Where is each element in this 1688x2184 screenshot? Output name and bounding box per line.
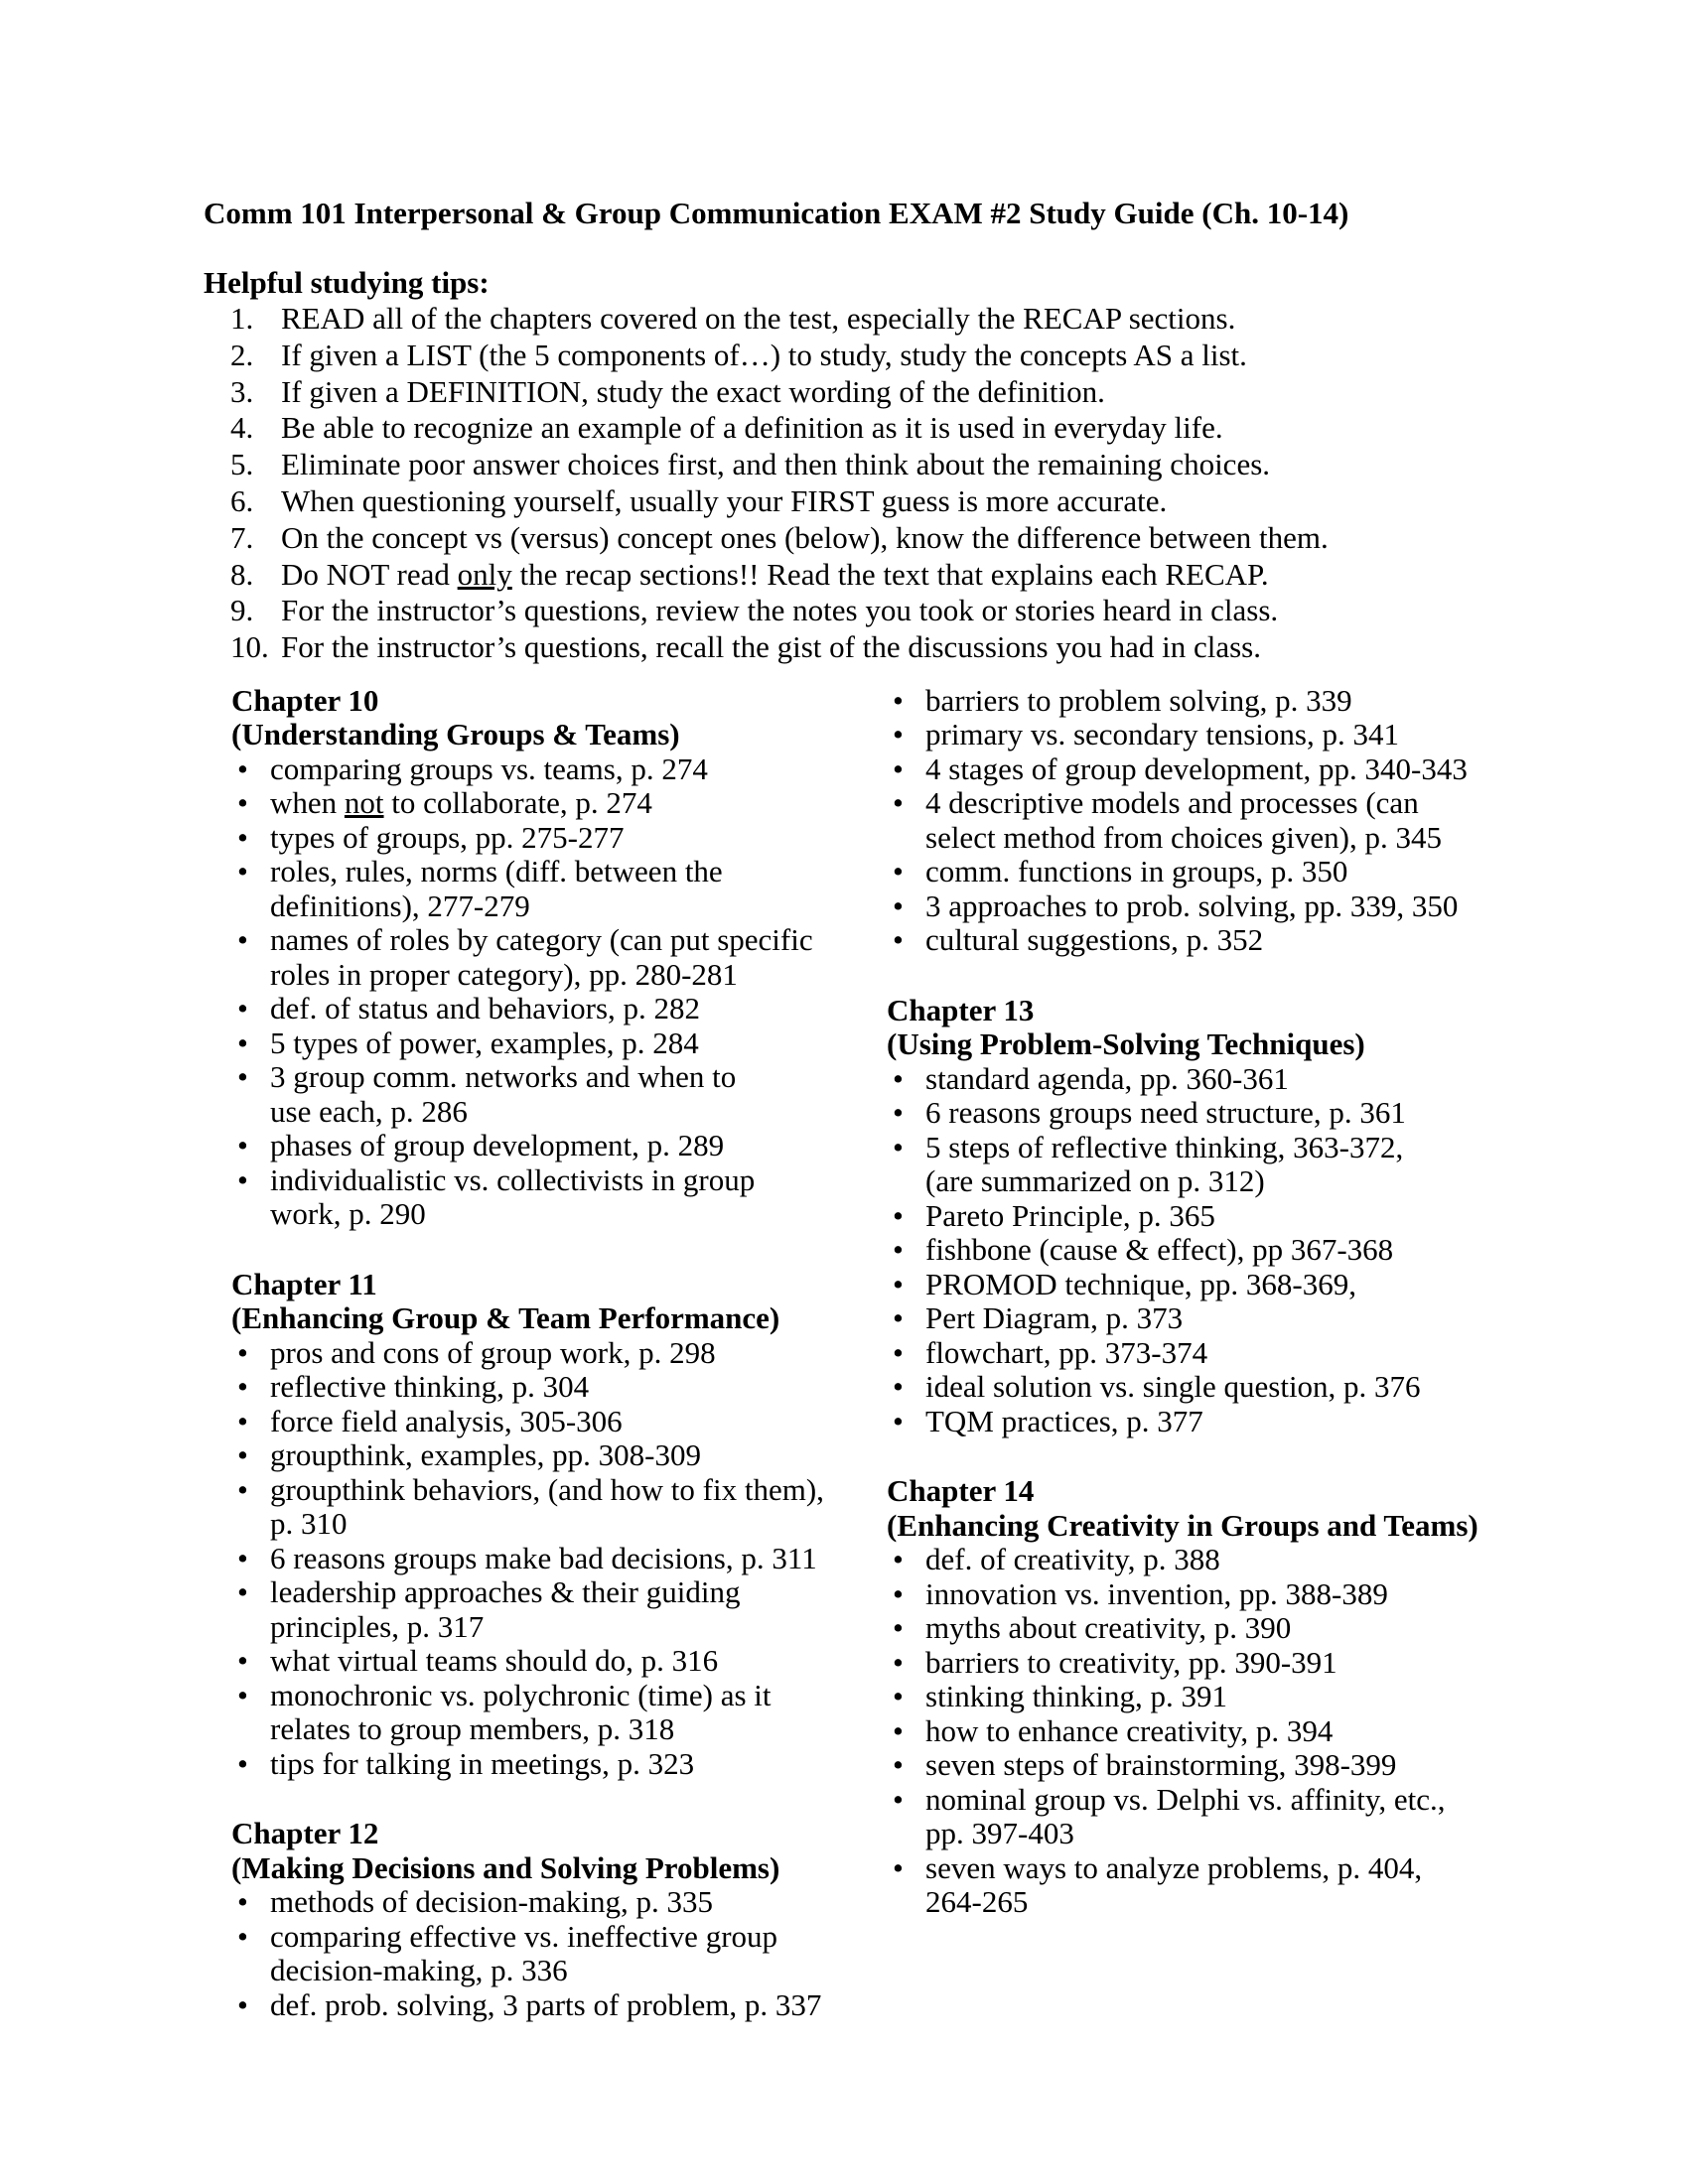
- bullet-text-pre: comm. functions in groups, p. 350: [925, 854, 1348, 889]
- bullet-icon: •: [237, 785, 248, 821]
- bullet-text-pre: types of groups, pp. 275-277: [270, 819, 625, 855]
- tip-item: [230, 447, 1569, 483]
- bullet-text: [270, 1542, 817, 1576]
- bullet-item: [231, 923, 847, 992]
- chapter-12-continued-list: [887, 684, 1502, 958]
- chapter-13-section: [887, 994, 1502, 1439]
- chapter-14-subtitle: (Enhancing Creativity in Groups and Teams): [887, 1507, 1478, 1543]
- bullet-item: [887, 1748, 1502, 1783]
- chapter-11-heading: Chapter 11: [231, 1266, 377, 1301]
- bullet-item: [887, 1096, 1502, 1131]
- chapter-10-list: [231, 752, 847, 1232]
- bullet-text: [270, 786, 652, 821]
- chapter-14-heading: Chapter 14: [887, 1473, 1035, 1509]
- bullet-text-pre: 6 reasons groups make bad decisions, p. 311: [270, 1540, 817, 1575]
- tip-item: [230, 520, 1569, 557]
- bullet-icon: •: [893, 1644, 904, 1680]
- chapter-14-list: [887, 1543, 1502, 1920]
- tip-text: [281, 374, 1105, 411]
- bullet-icon: •: [893, 1679, 904, 1714]
- bullet-text: [925, 1405, 1203, 1439]
- bullet-text: [270, 1336, 716, 1371]
- bullet-item: [887, 718, 1502, 752]
- bullet-item: [887, 1062, 1502, 1097]
- bullet-text-pre: def. of creativity, p. 388: [925, 1542, 1220, 1577]
- chapter-11-subtitle: (Enhancing Group & Team Performance): [231, 1300, 780, 1336]
- bullet-item: [231, 1920, 847, 1988]
- bullet-text-pre: def. prob. solving, 3 parts of problem, p. 337: [270, 1986, 822, 2022]
- bullet-text: [270, 1473, 824, 1542]
- bullet-icon: •: [893, 887, 904, 923]
- bullet-text-line2: (are summarized on p. 312): [925, 1163, 1265, 1199]
- bullet-item: [887, 1405, 1502, 1439]
- tip-item: [230, 410, 1569, 447]
- bullet-icon: •: [893, 1610, 904, 1646]
- tip-number: 4.: [230, 410, 254, 446]
- bullet-text-line2: relates to group members, p. 318: [270, 1711, 675, 1747]
- bullet-text: [925, 1370, 1421, 1405]
- bullet-text: [925, 1301, 1183, 1336]
- bullet-text-pre: 6 reasons groups need structure, p. 361: [925, 1095, 1406, 1131]
- bullet-text-pre: myths about creativity, p. 390: [925, 1610, 1292, 1646]
- bullet-text-pre: reflective thinking, p. 304: [270, 1369, 590, 1405]
- bullet-item: [231, 1575, 847, 1644]
- tip-item: [230, 374, 1569, 411]
- tip-text-pre: When questioning yourself, usually your FIRST guess is more accurate.: [281, 482, 1168, 518]
- bullet-icon: •: [237, 922, 248, 958]
- bullet-text: [925, 1199, 1215, 1234]
- chapter-10-heading: Chapter 10: [231, 682, 379, 718]
- tips-list: [204, 301, 1569, 666]
- bullet-icon: •: [237, 1437, 248, 1473]
- bullet-item: [887, 1131, 1502, 1199]
- bullet-item: [231, 1679, 847, 1747]
- bullet-text: [925, 1680, 1227, 1714]
- bullet-icon: •: [237, 1643, 248, 1679]
- bullet-icon: •: [237, 1918, 248, 1954]
- bullet-text-pre: stinking thinking, p. 391: [925, 1679, 1227, 1714]
- bullet-text-pre: 4 descriptive models and processes (can: [925, 785, 1419, 821]
- tip-number: 7.: [230, 519, 254, 555]
- bullet-text: [270, 1438, 701, 1473]
- tip-text: [281, 410, 1223, 447]
- bullet-text: [270, 752, 708, 787]
- bullet-text: [270, 855, 723, 923]
- tip-item: [230, 593, 1569, 629]
- tip-text-underlined: only: [457, 556, 512, 592]
- bullet-text-pre: comparing effective vs. ineffective group: [270, 1918, 778, 1954]
- tip-number: 9.: [230, 593, 254, 628]
- bullet-text-line2: use each, p. 286: [270, 1093, 468, 1129]
- bullet-text: [925, 1543, 1220, 1577]
- bullet-icon: •: [893, 1747, 904, 1783]
- bullet-text-pre: phases of group development, p. 289: [270, 1128, 725, 1163]
- bullet-text: [925, 1062, 1289, 1097]
- bullet-icon: •: [237, 991, 248, 1026]
- chapter-12-continued-section: [887, 684, 1502, 958]
- document-title: Comm 101 Interpersonal & Group Communication EXAM #2 Study Guide (Ch. 10-14): [204, 196, 1349, 230]
- bullet-text: [270, 992, 700, 1026]
- left-column: [231, 684, 847, 2023]
- bullet-item: [231, 1542, 847, 1576]
- bullet-icon: •: [893, 1575, 904, 1611]
- bullet-text: [270, 821, 624, 856]
- bullet-item: [231, 1473, 847, 1542]
- bullet-text-pre: seven ways to analyze problems, p. 404,: [925, 1849, 1423, 1885]
- chapter-12-section: [231, 1817, 847, 2022]
- bullet-text-pre: names of roles by category (can put specific: [270, 922, 813, 958]
- chapter-11-section: [231, 1268, 847, 1782]
- bullet-text: [270, 1575, 740, 1644]
- bullet-text-line2: select method from choices given), p. 345: [925, 819, 1442, 855]
- bullet-text: [925, 1131, 1403, 1199]
- bullet-text: [925, 1714, 1333, 1749]
- bullet-icon: •: [237, 1540, 248, 1575]
- bullet-text-pre: methods of decision-making, p. 335: [270, 1884, 713, 1920]
- tip-text: [281, 447, 1270, 483]
- bullet-text-pre: barriers to creativity, pp. 390-391: [925, 1644, 1337, 1680]
- bullet-icon: •: [893, 1781, 904, 1817]
- bullet-item: [231, 1405, 847, 1439]
- bullet-item: [231, 752, 847, 787]
- bullet-text-pre: def. of status and behaviors, p. 282: [270, 991, 701, 1026]
- bullet-icon: •: [237, 1024, 248, 1060]
- bullet-text: [270, 1370, 589, 1405]
- bullet-text-pre: 4 stages of group development, pp. 340-343: [925, 751, 1468, 786]
- bullet-text-pre: pros and cons of group work, p. 298: [270, 1334, 716, 1370]
- bullet-text: [925, 923, 1263, 958]
- bullet-item: [231, 1129, 847, 1163]
- bullet-text-line2: principles, p. 317: [270, 1608, 485, 1644]
- bullet-item: [887, 1714, 1502, 1749]
- bullet-text-pre: Pareto Principle, p. 365: [925, 1197, 1215, 1233]
- bullet-text: [925, 752, 1468, 787]
- tip-number: 6.: [230, 482, 254, 518]
- chapter-13-heading: Chapter 13: [887, 992, 1035, 1027]
- bullet-text-pre: individualistic vs. collectivists in group: [270, 1161, 756, 1197]
- bullet-text-pre: leadership approaches & their guiding: [270, 1574, 741, 1610]
- tip-number: 3.: [230, 373, 254, 409]
- tip-text-pre: For the instructor’s questions, recall the gist of the discussions you had in class.: [281, 629, 1261, 665]
- bullet-text-pre: force field analysis, 305-306: [270, 1403, 623, 1438]
- tip-text: [281, 301, 1235, 338]
- tip-text-post: the recap sections!! Read the text that explains each RECAP.: [511, 556, 1269, 592]
- bullet-icon: •: [893, 1095, 904, 1131]
- tip-text-pre: For the instructor’s questions, review the notes you took or stories heard in class.: [281, 593, 1279, 628]
- bullet-icon: •: [893, 1197, 904, 1233]
- tip-number: 8.: [230, 556, 254, 592]
- bullet-text-pre: seven steps of brainstorming, 398-399: [925, 1747, 1397, 1783]
- tip-text-pre: If given a LIST (the 5 components of…) to study, study the concepts AS a list.: [281, 337, 1247, 372]
- bullet-text-pre: fishbone (cause & effect), pp 367-368: [925, 1232, 1394, 1268]
- bullet-icon: •: [893, 717, 904, 752]
- bullet-text-pre: nominal group vs. Delphi vs. affinity, etc.,: [925, 1781, 1446, 1817]
- bullet-text: [270, 1026, 699, 1061]
- bullet-text-line2: pp. 397-403: [925, 1816, 1074, 1851]
- bullet-text-line2: work, p. 290: [270, 1196, 426, 1232]
- bullet-text: [270, 1405, 623, 1439]
- bullet-icon: •: [893, 1369, 904, 1405]
- tips-heading: Helpful studying tips:: [204, 265, 490, 300]
- bullet-item: [231, 992, 847, 1026]
- bullet-text-pre: when: [270, 785, 345, 821]
- bullet-icon: •: [893, 1266, 904, 1301]
- bullet-text: [925, 1851, 1422, 1920]
- bullet-item: [231, 1163, 847, 1232]
- bullet-text-pre: 3 group comm. networks and when to: [270, 1059, 737, 1095]
- bullet-item: [887, 1646, 1502, 1681]
- bullet-text: [925, 1783, 1445, 1851]
- bullet-text-pre: 5 types of power, examples, p. 284: [270, 1024, 699, 1060]
- bullet-item: [231, 821, 847, 856]
- bullet-text-pre: Pert Diagram, p. 373: [925, 1300, 1184, 1336]
- bullet-icon: •: [893, 922, 904, 958]
- bullet-text: [925, 1646, 1337, 1681]
- chapter-12-list: [231, 1885, 847, 2022]
- bullet-text: [925, 1611, 1291, 1646]
- bullet-item: [231, 1026, 847, 1061]
- bullet-icon: •: [893, 1334, 904, 1370]
- bullet-icon: •: [893, 1232, 904, 1268]
- chapter-14-section: [887, 1474, 1502, 1920]
- right-column: [887, 684, 1502, 2023]
- bullet-text-pre: how to enhance creativity, p. 394: [925, 1712, 1334, 1748]
- chapter-12-subtitle: (Making Decisions and Solving Problems): [231, 1849, 780, 1885]
- bullet-text-line2: definitions), 277-279: [270, 887, 530, 923]
- bullet-icon: •: [237, 1334, 248, 1370]
- bullet-text: [925, 1233, 1393, 1268]
- bullet-icon: •: [237, 1059, 248, 1095]
- chapter-10-subtitle: (Understanding Groups & Teams): [231, 717, 680, 752]
- bullet-text-pre: flowchart, pp. 373-374: [925, 1334, 1208, 1370]
- bullet-item: [231, 786, 847, 821]
- bullet-item: [887, 923, 1502, 958]
- bullet-text: [270, 1988, 821, 2023]
- bullet-icon: •: [237, 1884, 248, 1920]
- bullet-icon: •: [237, 1471, 248, 1507]
- bullet-icon: •: [893, 1403, 904, 1438]
- bullet-item: [887, 1680, 1502, 1714]
- bullet-item: [887, 1543, 1502, 1577]
- two-column-layout: [231, 684, 1569, 2023]
- tip-text-pre: READ all of the chapters covered on the test, especially the RECAP sections.: [281, 301, 1236, 336]
- bullet-icon: •: [893, 1060, 904, 1096]
- tip-text-pre: Eliminate poor answer choices first, and then think about the remaining choices.: [281, 447, 1271, 482]
- tip-text-pre: Be able to recognize an example of a definition as it is used in everyday life.: [281, 410, 1223, 446]
- bullet-text-underlined: not: [344, 785, 384, 821]
- bullet-item: [231, 855, 847, 923]
- tip-number: 2.: [230, 337, 254, 372]
- bullet-item: [887, 1370, 1502, 1405]
- bullet-text: [925, 1336, 1207, 1371]
- bullet-item: [887, 1199, 1502, 1234]
- bullet-item: [231, 1060, 847, 1129]
- tip-item: [230, 483, 1569, 520]
- tip-text: [281, 338, 1247, 374]
- bullet-icon: •: [893, 751, 904, 786]
- bullet-text-pre: tips for talking in meetings, p. 323: [270, 1745, 695, 1781]
- chapter-11-list: [231, 1336, 847, 1782]
- bullet-icon: •: [893, 854, 904, 889]
- tip-item: [230, 557, 1569, 594]
- bullet-icon: •: [237, 819, 248, 855]
- tip-text: [281, 629, 1261, 666]
- bullet-text: [925, 1577, 1388, 1612]
- bullet-text-pre: 3 approaches to prob. solving, pp. 339, 350: [925, 887, 1459, 923]
- bullet-item: [231, 1988, 847, 2023]
- bullet-text: [925, 1268, 1356, 1302]
- bullet-text-pre: cultural suggestions, p. 352: [925, 922, 1264, 958]
- tip-number: 1.: [230, 301, 254, 336]
- chapter-13-subtitle: (Using Problem-Solving Techniques): [887, 1026, 1365, 1062]
- bullet-text-pre: monochronic vs. polychronic (time) as it: [270, 1677, 772, 1712]
- bullet-icon: •: [237, 854, 248, 889]
- bullet-text: [925, 1748, 1396, 1783]
- bullet-item: [887, 1783, 1502, 1851]
- bullet-item: [887, 1268, 1502, 1302]
- tip-text-pre: On the concept vs (versus) concept ones (below), know the difference between them.: [281, 519, 1329, 555]
- tip-item: [230, 338, 1569, 374]
- bullet-icon: •: [237, 1161, 248, 1197]
- bullet-item: [887, 1577, 1502, 1612]
- bullet-item: [231, 1336, 847, 1371]
- bullet-item: [231, 1438, 847, 1473]
- bullet-text-pre: comparing groups vs. teams, p. 274: [270, 751, 708, 786]
- bullet-text-post: to collaborate, p. 274: [383, 785, 652, 821]
- bullet-item: [887, 889, 1502, 924]
- bullet-text: [270, 1920, 777, 1988]
- bullet-icon: •: [893, 785, 904, 821]
- bullet-icon: •: [893, 1712, 904, 1748]
- bullet-item: [231, 1747, 847, 1782]
- bullet-text: [270, 1747, 694, 1782]
- bullet-item: [887, 855, 1502, 889]
- bullet-icon: •: [237, 1677, 248, 1712]
- bullet-text-pre: 5 steps of reflective thinking, 363-372,: [925, 1129, 1404, 1164]
- bullet-text-pre: roles, rules, norms (diff. between the: [270, 854, 723, 889]
- bullet-text: [270, 923, 813, 992]
- bullet-text-pre: what virtual teams should do, p. 316: [270, 1643, 719, 1679]
- chapter-12-heading: Chapter 12: [231, 1816, 379, 1851]
- bullet-text: [925, 718, 1399, 752]
- bullet-text: [270, 1163, 755, 1232]
- bullet-item: [887, 684, 1502, 719]
- bullet-text-pre: primary vs. secondary tensions, p. 341: [925, 717, 1399, 752]
- bullet-item: [887, 752, 1502, 787]
- bullet-icon: •: [237, 751, 248, 786]
- tip-text: [281, 520, 1329, 557]
- bullet-icon: •: [893, 682, 904, 718]
- bullet-icon: •: [237, 1403, 248, 1438]
- bullet-icon: •: [893, 1300, 904, 1336]
- bullet-item: [887, 1301, 1502, 1336]
- bullet-text-pre: innovation vs. invention, pp. 388-389: [925, 1575, 1388, 1611]
- bullet-icon: •: [893, 1129, 904, 1164]
- bullet-text: [270, 1060, 736, 1129]
- bullet-icon: •: [893, 1849, 904, 1885]
- bullet-item: [231, 1370, 847, 1405]
- tip-number: 5.: [230, 447, 254, 482]
- tip-item: [230, 301, 1569, 338]
- bullet-text-pre: ideal solution vs. single question, p. 376: [925, 1369, 1421, 1405]
- bullet-icon: •: [893, 1542, 904, 1577]
- bullet-item: [231, 1885, 847, 1920]
- bullet-icon: •: [237, 1369, 248, 1405]
- bullet-text-pre: TQM practices, p. 377: [925, 1403, 1203, 1438]
- tip-number: 10.: [230, 629, 269, 665]
- bullet-item: [887, 1611, 1502, 1646]
- bullet-text-line2: roles in proper category), pp. 280-281: [270, 956, 738, 992]
- tip-text: [281, 483, 1167, 520]
- bullet-item: [887, 1336, 1502, 1371]
- bullet-text: [270, 1129, 724, 1163]
- bullet-text: [925, 889, 1458, 924]
- bullet-text: [270, 1885, 713, 1920]
- tip-text: [281, 593, 1278, 629]
- bullet-item: [231, 1644, 847, 1679]
- tip-text-pre: Do NOT read: [281, 556, 458, 592]
- bullet-text-line2: 264-265: [925, 1884, 1029, 1920]
- bullet-text-line2: p. 310: [270, 1506, 348, 1542]
- bullet-icon: •: [237, 1745, 248, 1781]
- bullet-item: [887, 786, 1502, 855]
- bullet-item: [887, 1233, 1502, 1268]
- bullet-icon: •: [237, 1986, 248, 2022]
- bullet-text-pre: groupthink, examples, pp. 308-309: [270, 1437, 701, 1473]
- bullet-text: [925, 684, 1352, 719]
- bullet-text: [925, 855, 1347, 889]
- bullet-text-pre: PROMOD technique, pp. 368-369,: [925, 1266, 1356, 1301]
- tip-item: [230, 629, 1569, 666]
- chapter-13-list: [887, 1062, 1502, 1439]
- bullet-text: [925, 1096, 1406, 1131]
- bullet-text-line2: decision-making, p. 336: [270, 1953, 568, 1988]
- tip-text-pre: If given a DEFINITION, study the exact wording of the definition.: [281, 373, 1105, 409]
- bullet-icon: •: [237, 1128, 248, 1163]
- bullet-text-pre: standard agenda, pp. 360-361: [925, 1060, 1289, 1096]
- bullet-text-pre: barriers to problem solving, p. 339: [925, 682, 1352, 718]
- chapter-10-section: [231, 684, 847, 1232]
- bullet-text-pre: groupthink behaviors, (and how to fix them),: [270, 1471, 824, 1507]
- bullet-text: [270, 1679, 772, 1747]
- bullet-text: [925, 786, 1442, 855]
- tip-text: [281, 557, 1269, 594]
- bullet-icon: •: [237, 1574, 248, 1610]
- bullet-item: [887, 1851, 1502, 1920]
- bullet-text: [270, 1644, 718, 1679]
